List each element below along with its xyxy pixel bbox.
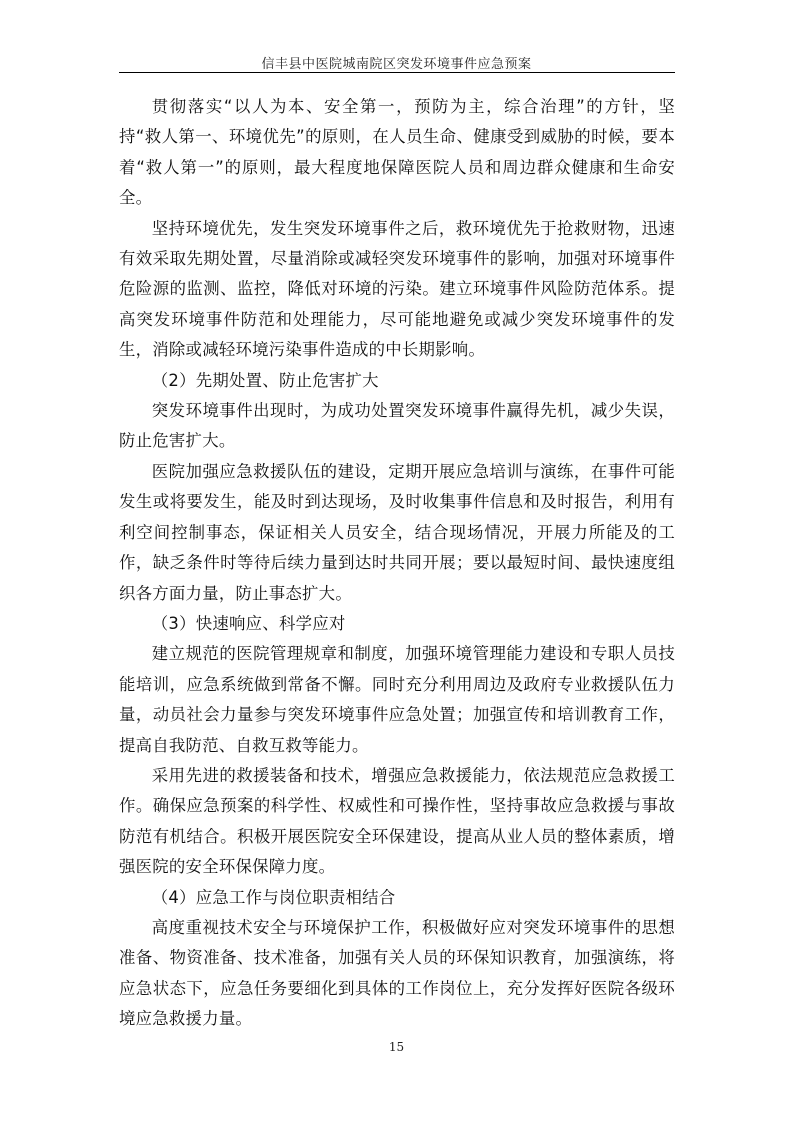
page-number: 15 xyxy=(388,1040,405,1054)
running-header: 信丰县中医院城南院区突发环境事件应急预案 xyxy=(261,57,532,72)
section-heading: （2）先期处置、防止危害扩大 xyxy=(151,370,379,390)
body-text xyxy=(119,92,675,1035)
paragraph: 突发环境事件出现时，为成功处置突发环境事件赢得先机，减少失误，防止危害扩大。 xyxy=(119,401,675,451)
paragraph: 医院加强应急救援队伍的建设，定期开展应急培训与演练，在事件可能发生或将要发生，能及时到达现场，及时收集事件信息和及时报告，利用有利空间控制事态，保证相关人员安全，结合现场情况，开展力所能及的工作，缺乏条件时等待后续力量到达时共同开展；要以最短时间、最快速度组织各方面力量，防止事态扩大。 xyxy=(119,461,675,603)
section-heading: （3）快速响应、科学应对 xyxy=(151,613,346,633)
paragraph: 高度重视技术安全与环境保护工作，积极做好应对突发环境事件的思想准备、物资准备、技术准备，加强有关人员的环保知识教育，加强演练，将应急状态下，应急任务要细化到具体的工作岗位上，充分发挥好医院各级环境应急救援力量。 xyxy=(119,917,675,1029)
paragraph: 坚持环境优先，发生突发环境事件之后，救环境优先于抢救财物，迅速有效采取先期处置，尽量消除或减轻突发环境事件的影响，加强对环境事件危险源的监测、监控，降低对环境的污染。建立环境事件风险防范体系。提高突发环境事件防范和处理能力，尽可能地避免或减少突发环境事件的发生，消除或减轻环境污染事件造成的中长期影响。 xyxy=(119,218,675,360)
paragraph: 贯彻落实“以人为本、安全第一，预防为主，综合治理”的方针，坚持“救人第一、环境优先”的原则，在人员生命、健康受到威胁的时候，要本着“救人第一”的原则，最大程度地保障医院人员和周边群众健康和生命安全。 xyxy=(119,97,675,208)
paragraph: 采用先进的救援装备和技术，增强应急救援能力，依法规范应急救援工作。确保应急预案的科学性、权威性和可操作性，坚持事故应急救援与事故防范有机结合。积极开展医院安全环保建设，提高从业人员的整体素质，增强医院的安全环保保障力度。 xyxy=(119,765,675,877)
section-heading: （4）应急工作与岗位职责相结合 xyxy=(151,887,396,907)
paragraph: 建立规范的医院管理规章和制度，加强环境管理能力建设和专职人员技能培训，应急系统做到常备不懈。同时充分利用周边及政府专业救援队伍力量，动员社会力量参与突发环境事件应急处置；加强宣传和培训教育工作，提高自我防范、自救互救等能力。 xyxy=(119,644,675,755)
header-divider xyxy=(119,72,675,73)
